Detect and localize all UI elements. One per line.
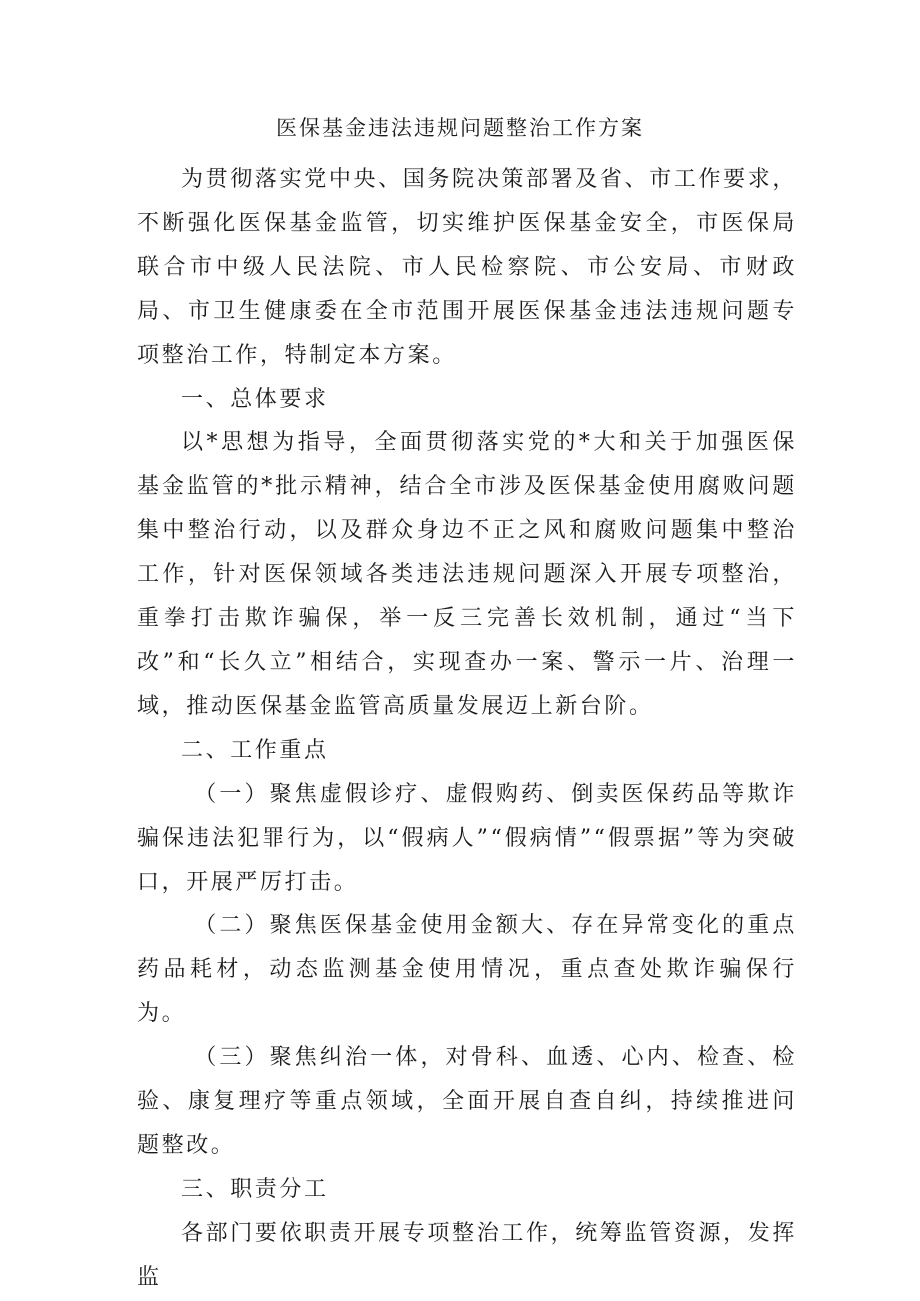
work-focus-item-3: （三）聚焦纠治一体，对骨科、血透、心内、检查、检验、康复理疗等重点领域，全面开展自查自纠，持续推进问题整改。: [137, 1045, 797, 1158]
work-focus-item-2: （二）聚焦医保基金使用金额大、存在异常变化的重点药品耗材，动态监测基金使用情况，重点查处欺诈骗保行为。: [137, 913, 797, 1027]
section-heading-overall-requirements: 一、总体要求: [181, 386, 329, 412]
document-title: 医保基金违法违规问题整治工作方案: [276, 116, 644, 140]
section-heading-work-focus: 二、工作重点: [181, 737, 329, 763]
section-paragraph-responsibilities: 各部门要依职责开展专项整治工作，统筹监管资源，发挥监: [137, 1220, 797, 1290]
section-paragraph-overall-requirements: 以*思想为指导，全面贯彻落实党的*大和关于加强医保基金监管的*批示精神，结合全市涉及医保基金使用腐败问题集中整治行动，以及群众身边不正之风和腐败问题集中整治工作，针对医保领域各类违法违规问题深入开展专项整治，重拳打击欺诈骗保，举一反三完善长效机制，通过“当下改”和“长久立”相结合，实现查办一案、警示一片、治理一域，推动医保基金监管高质量发展迈上新台阶。: [137, 430, 797, 719]
intro-paragraph: 为贯彻落实党中央、国务院决策部署及省、市工作要求，不断强化医保基金监管，切实维护医保基金安全，市医保局联合市中级人民法院、市人民检察院、市公安局、市财政局、市卫生健康委在全市范围开展医保基金违法违规问题专项整治工作，特制定本方案。: [137, 167, 797, 368]
section-heading-responsibilities: 三、职责分工: [181, 1176, 329, 1202]
work-focus-item-1: （一）聚焦虚假诊疗、虚假购药、倒卖医保药品等欺诈骗保违法犯罪行为，以“假病人”“假病情”“假票据”等为突破口，开展严厉打击。: [137, 781, 797, 895]
document-body: [137, 158, 797, 1300]
